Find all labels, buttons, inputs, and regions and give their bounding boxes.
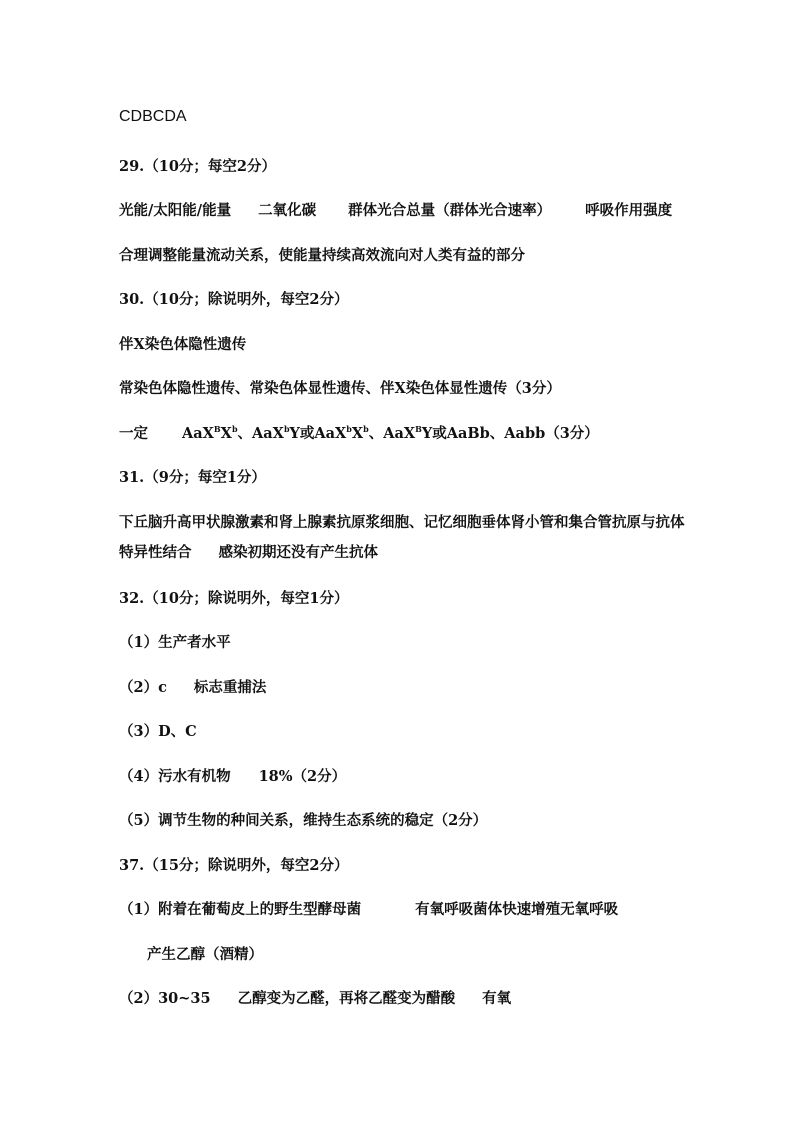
q37-part-2a: （2）30~35: [119, 990, 211, 1007]
q29-answer-2: 二氧化碳: [258, 202, 317, 219]
q37-part-1c: 产生乙醇（酒精）: [147, 946, 263, 963]
q30-answer-3a: 一定: [119, 425, 148, 442]
q29-answer-4: 呼吸作用强度: [585, 202, 673, 219]
q32-part-4a: （4）污水有机物: [119, 768, 231, 785]
q29-answer-3: 群体光合总量（群体光合速率）: [348, 202, 552, 219]
q31-answer-line1: 下丘脑升高甲状腺激素和肾上腺素抗原浆细胞、记忆细胞垂体肾小管和集合管抗原与抗体: [119, 514, 685, 531]
q32-part-2: [119, 678, 266, 698]
q29-heading: 29.（10分；每空2分）: [119, 158, 276, 175]
q29-answers-line2: 合理调整能量流动关系，使能量持续高效流向对人类有益的部分: [119, 247, 525, 264]
q37-part-1: [119, 900, 618, 920]
q31-answer-2b: 感染初期还没有产生抗体: [218, 544, 378, 561]
q32-part-4: [119, 767, 346, 787]
q32-heading: 32.（10分；除说明外，每空1分）: [119, 590, 349, 607]
q32-part-2b: 标志重捕法: [193, 679, 267, 696]
q30-answer-2: 常染色体隐性遗传、常染色体显性遗传、伴X染色体显性遗传（3分）: [119, 380, 561, 397]
q37-part-2: [119, 989, 511, 1009]
q29-answers-line1: [119, 201, 672, 221]
q31-answer-2a: 特异性结合: [119, 544, 192, 561]
q31-answer-line2: [119, 543, 378, 563]
q37-part-2c: 有氧: [482, 990, 512, 1007]
q31-heading: 31.（9分；每空1分）: [119, 469, 266, 486]
q32-part-5: （5）调节生物的种间关系，维持生态系统的稳定（2分）: [119, 812, 488, 829]
q37-part-1a: （1）附着在葡萄皮上的野生型酵母菌: [119, 901, 362, 918]
q32-part-4b: 18%（2分）: [258, 768, 347, 785]
q30-answer-1: 伴X染色体隐性遗传: [119, 336, 247, 353]
q32-part-2a: （2）c: [119, 679, 167, 696]
q37-part-2b: 乙醇变为乙醛，再将乙醛变为醋酸: [237, 990, 456, 1007]
q32-part-3: （3）D、C: [119, 723, 197, 740]
q30-answer-3: [119, 424, 599, 444]
mc-answers: CDBCDA: [119, 108, 187, 125]
q32-part-1: （1）生产者水平: [119, 634, 231, 651]
q30-heading: 30.（10分；除说明外，每空2分）: [119, 291, 349, 308]
q37-heading: 37.（15分；除说明外，每空2分）: [119, 857, 349, 874]
q30-answer-3b: $AaX^BX^b$、AaX$^b$Y或$AaX^bX^b$、AaX$^B$Y或AaBb、Aabb（3分）: [182, 424, 599, 442]
q37-part-1b: 有氧呼吸菌体快速增殖无氧呼吸: [415, 901, 619, 918]
q29-answer-1: 光能/太阳能/能量: [119, 202, 232, 219]
